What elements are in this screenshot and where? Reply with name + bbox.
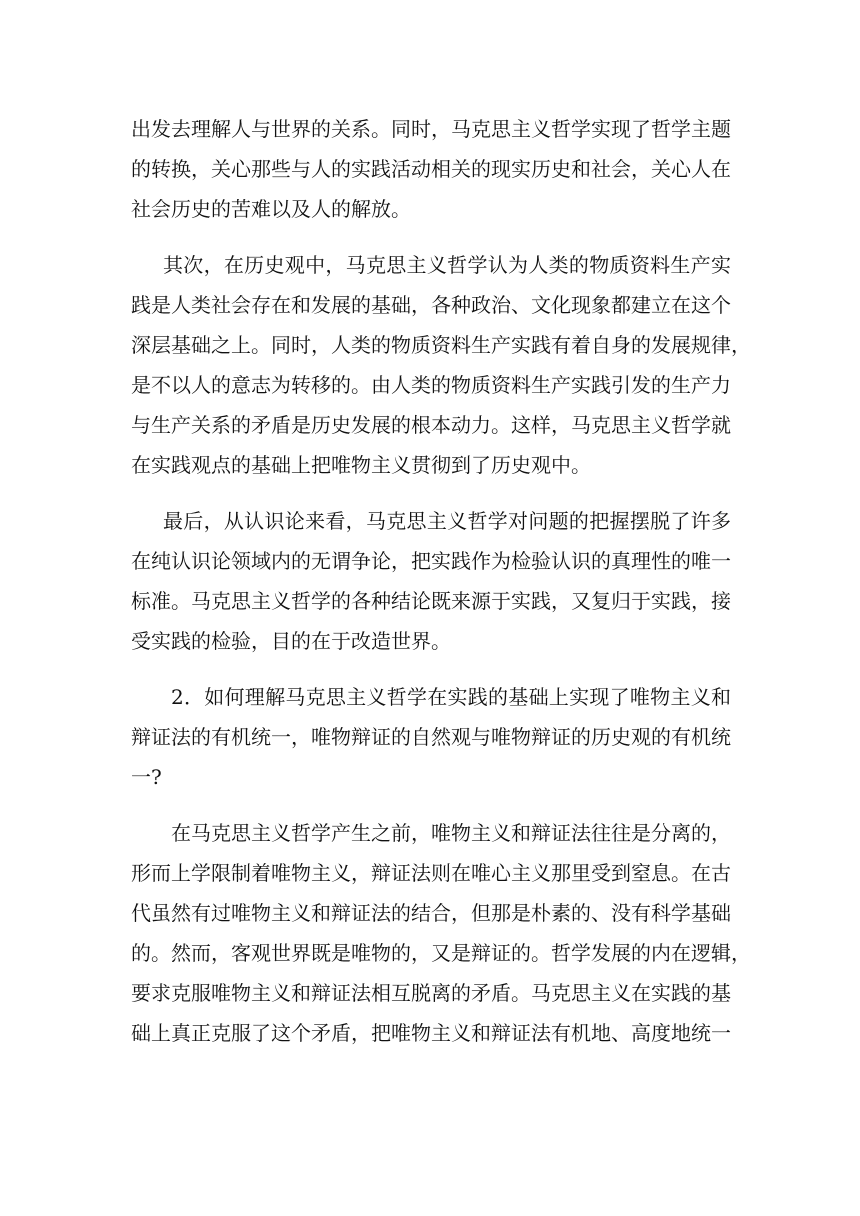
text-line: 在实践观点的基础上把唯物主义贯彻到了历史观中。 [131, 453, 591, 477]
paragraph-gap [131, 229, 731, 245]
document-body [131, 109, 751, 1053]
text-line: 社会历史的苦难以及人的解放。 [131, 197, 411, 221]
question-line: 辩证法的有机统一，唯物辩证的自然观与唯物辩证的历史观的有机统 [131, 725, 731, 749]
text-line: 在纯认识论领域内的无谓争论，把实践作为检验认识的真理性的唯一 [131, 549, 731, 573]
text-line: 础上真正克服了这个矛盾，把唯物主义和辩证法有机地、高度地统一 [131, 1021, 731, 1045]
text-line: 的。然而，客观世界既是唯物的，又是辩证的。哲学发展的内在逻辑， [131, 941, 751, 965]
text-line: 在马克思主义哲学产生之前，唯物主义和辩证法往往是分离的， [171, 821, 731, 845]
paragraph-1 [131, 109, 731, 229]
text-line: 标准。马克思主义哲学的各种结论既来源于实践，又复归于实践，接 [131, 589, 731, 613]
paragraph-gap [131, 797, 731, 813]
question-line: 2．如何理解马克思主义哲学在实践的基础上实现了唯物主义和 [171, 685, 731, 709]
text-line: 要求克服唯物主义和辩证法相互脱离的矛盾。马克思主义在实践的基 [131, 981, 731, 1005]
question-2 [131, 677, 731, 797]
text-line: 深层基础之上。同时，人类的物质资料生产实践有着自身的发展规律， [131, 333, 751, 357]
text-line: 代虽然有过唯物主义和辩证法的结合，但那是朴素的、没有科学基础 [131, 901, 731, 925]
text-line: 与生产关系的矛盾是历史发展的根本动力。这样，马克思主义哲学就 [131, 413, 731, 437]
text-line: 出发去理解人与世界的关系。同时，马克思主义哲学实现了哲学主题 [131, 117, 731, 141]
text-line: 的转换，关心那些与人的实践活动相关的现实历史和社会，关心人在 [131, 157, 731, 181]
question-line: 一? [131, 765, 162, 789]
text-line: 是不以人的意志为转移的。由人类的物质资料生产实践引发的生产力 [131, 373, 731, 397]
paragraph-gap [131, 661, 731, 677]
paragraph-5 [131, 813, 751, 1053]
text-line: 其次，在历史观中，马克思主义哲学认为人类的物质资料生产实 [163, 253, 731, 277]
text-line: 践是人类社会存在和发展的基础，各种政治、文化现象都建立在这个 [131, 293, 731, 317]
text-line: 受实践的检验，目的在于改造世界。 [131, 629, 451, 653]
paragraph-2 [131, 245, 751, 485]
paragraph-gap [131, 485, 731, 501]
text-line: 形而上学限制着唯物主义，辩证法则在唯心主义那里受到窒息。在古 [131, 861, 731, 885]
paragraph-3 [131, 501, 731, 661]
text-line: 最后，从认识论来看，马克思主义哲学对问题的把握摆脱了许多 [163, 509, 731, 533]
